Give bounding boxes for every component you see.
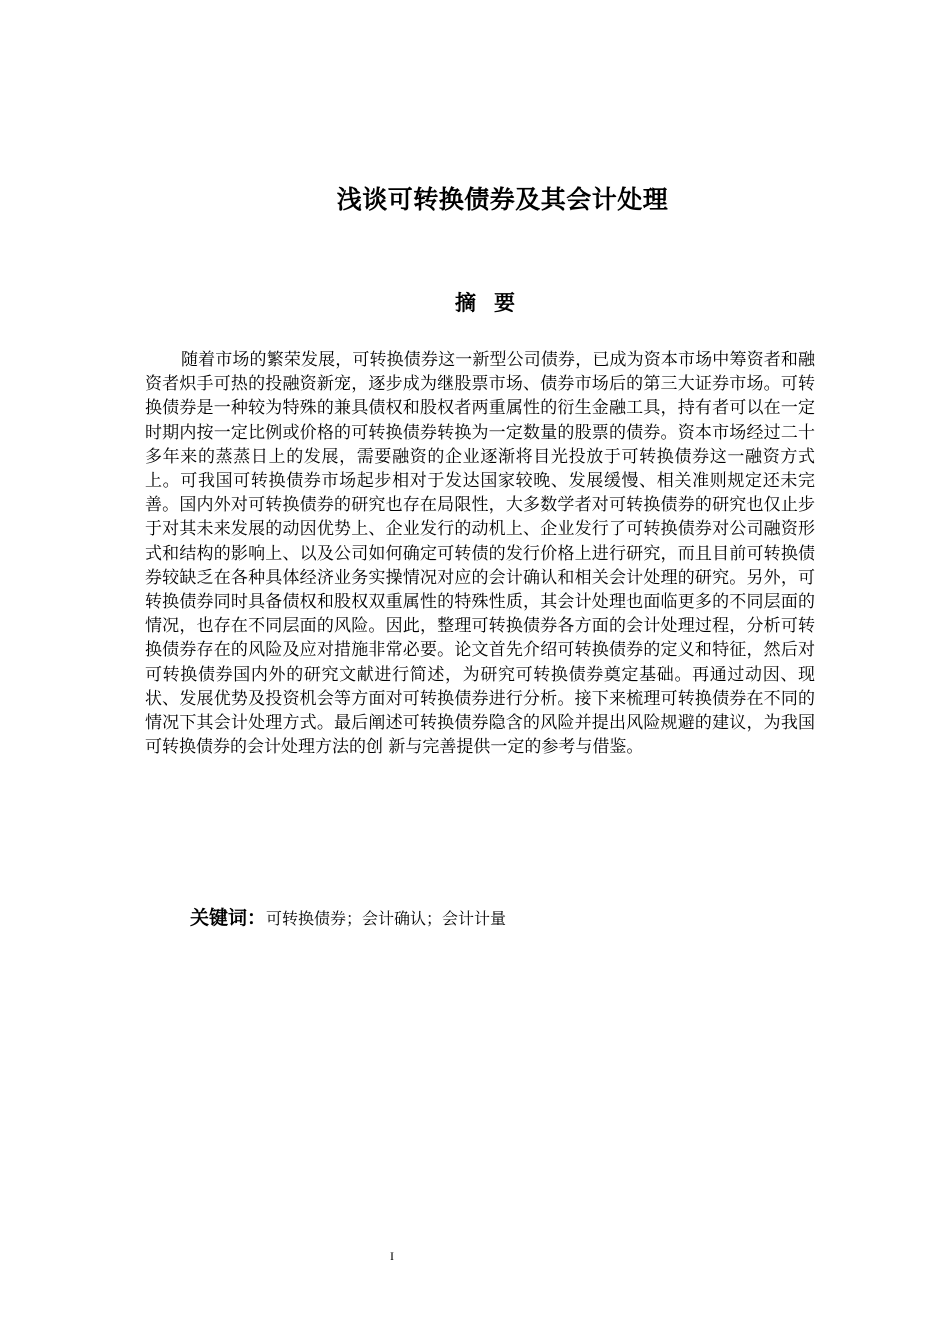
page-number: I: [390, 1249, 394, 1263]
keywords-label: 关键词：: [190, 907, 267, 929]
page-title: 浅谈可转换债券及其会计处理: [336, 185, 669, 214]
abstract-heading: 摘要: [455, 291, 533, 315]
keywords-value: 可转换债券；会计确认；会计计量: [266, 909, 507, 928]
keywords-line: [190, 905, 790, 932]
abstract-paragraph: 随着市场的繁荣发展，可转换债券这一新型公司债券，已成为资本市场中筹资者和融资者炽手可热的投融资新宠，逐步成为继股票市场、债券市场后的第三大证券市场。可转换债券是一种较为特殊的兼具债权和股权者两重属性的衍生金融工具，持有者可以在一定时期内按一定比例或价格的可转换债券转换为一定数量的股票的债券。资本市场经过二十多年来的蒸蒸日上的发展，需要融资的企业逐渐将目光投放于可转换债券这一融资方式上。可我国可转换债券市场起步相对于发达国家较晚、发展缓慢、相关准则规定还未完善。国内外对可转换债券的研究也存在局限性，大多数学者对可转换债券的研究也仅止步于对其未来发展的动因优势上、企业发行的动机上、企业发行了可转换债券对公司融资形式和结构的影响上、以及公司如何确定可转债的发行价格上进行研究，而且目前可转换债券较缺乏在各种具体经济业务实操情况对应的会计确认和相关会计处理的研究。另外，可转换债券同时具备债权和股权双重属性的特殊性质，其会计处理也面临更多的不同层面的情况，也存在不同层面的风险。因此，整理可转换债券各方面的会计处理过程，分析可转换债券存在的风险及应对措施非常必要。论文首先介绍可转换债券的定义和特征，然后对可转换债券国内外的研究文献进行简述，为研究可转换债券奠定基础。再通过动因、现状、发展优势及投资机会等方面对可转换债券进行分析。接下来梳理可转换债券在不同的情况下其会计处理方式。最后阐述可转换债券隐含的风险并提出风险规避的建议，为我国可转换债券的会计处理方法的创 新与完善提供一定的参考与借鉴。: [145, 350, 815, 758]
